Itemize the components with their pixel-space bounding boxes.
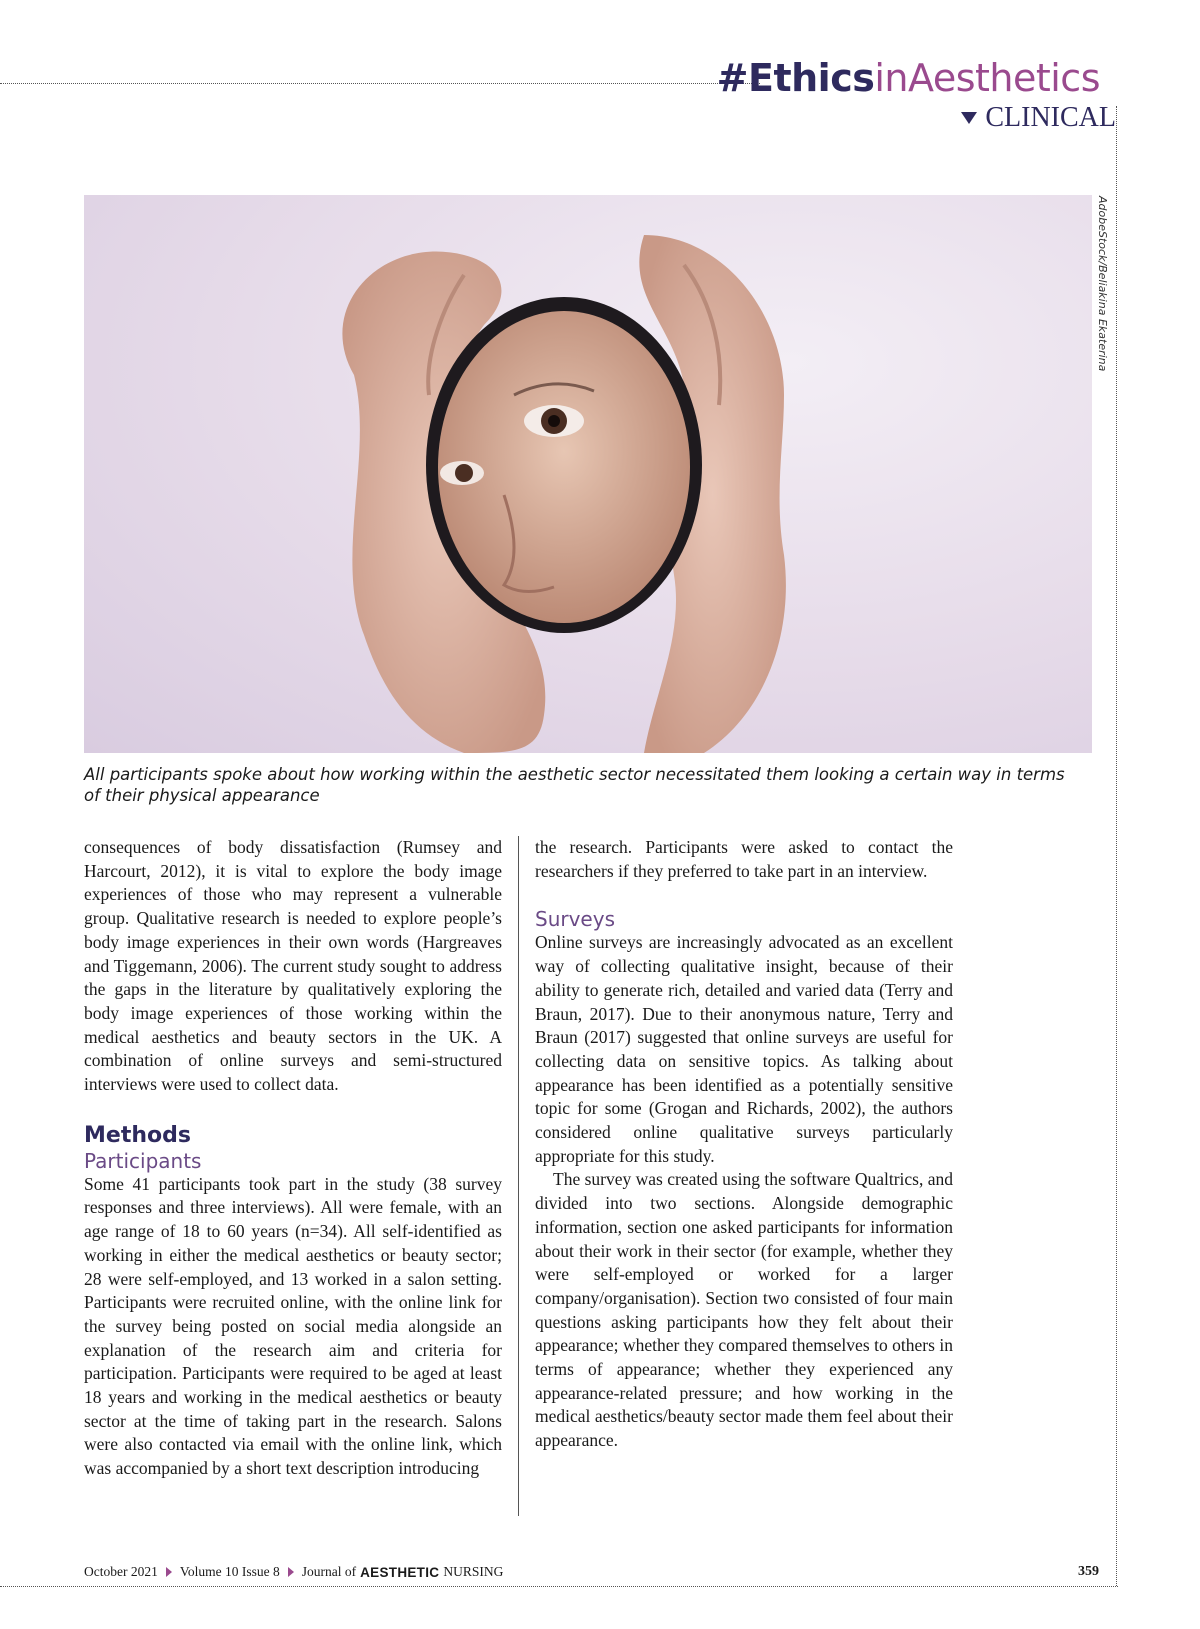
heading-methods: Methods	[84, 1122, 191, 1148]
footer-volume: Volume 10 Issue 8	[179, 1564, 280, 1579]
section-label-text: CLINICAL	[985, 102, 1116, 133]
brand-title	[717, 56, 1100, 100]
triangle-right-icon	[288, 1567, 294, 1577]
footer-journal-bold: AESTHETIC	[360, 1564, 440, 1580]
heading-participants: Participants	[84, 1148, 202, 1173]
surveys-paragraph-1: Online surveys are increasingly advocated as an excellent way of collecting qualitative insight, because of their ability to generate rich, detailed and varied data (Terry and Braun, 2017). Due to their anonymous nature, Terry and Braun (2017) suggested that online surveys are useful for collecting data on sensitive topics. As talking about appearance has been identified as a potentially sensitive topic for some (Grogan and Richards, 2002), the authors considered online qualitative surveys particularly appropriate for this study.	[535, 932, 953, 1166]
page-footer	[84, 1564, 503, 1580]
intro-paragraph: consequences of body dissatisfaction (Rumsey and Harcourt, 2012), it is vital to explore the body image experiences of those who may represent a vulnerable group. Qualitative research is needed to explore people’s body image experiences in their own words (Hargreaves and Tiggemann, 2006). The current study sought to address the gaps in the literature by qualitatively exploring the body image experiences of those working within the medical aesthetics and beauty sectors in the UK. A combination of online surveys and semi-structured interviews were used to collect data.	[84, 837, 502, 1095]
column-divider	[518, 836, 519, 1516]
triangle-down-icon	[961, 112, 977, 124]
participants-paragraph: Some 41 participants took part in the study (38 survey responses and three interviews). All were female, with an age range of 18 to 60 years (n=34). All self-identified as working in either the medical aesthetics or beauty sector; 28 were self-employed, and 13 worked in a salon setting. Participants were recruited online, with the online link for the survey being posted on social media alongside an explanation of the research aim and criteria for participation. Participants were required to be aged at least 18 years and working in the medical aesthetics or beauty sector at the time of taking part in the research. Salons were also contacted via email with the online link, which was accompanied by a short text description introducing	[84, 1173, 502, 1479]
photo-credit: AdobeStock/Beliakina Ekaterina	[1096, 196, 1109, 372]
brand-title-part1: #Ethics	[716, 56, 875, 100]
surveys-paragraph-2: The survey was created using the software Qualtrics, and divided into two sections. Alongside demographic information, section one asked participants for information about their work in their sector (for example, whether they were self-employed or worked for a larger company/organisation). Section two consisted of four main questions asking participants how they felt about their appearance; whether they compared themselves to others in terms of appearance; whether they experienced any appearance-related pressure; and how working in the medical aesthetics/beauty sector made them feel about their appearance.	[535, 1169, 953, 1451]
continued-paragraph: the research. Participants were asked to contact the researchers if they preferred to take part in an interview.	[535, 837, 953, 881]
hero-photo	[84, 195, 1092, 753]
left-column	[84, 836, 502, 1481]
footer-date: October 2021	[84, 1564, 158, 1579]
brand-title-part2: inAesthetics	[874, 56, 1100, 100]
footer-journal-prefix: Journal of	[301, 1564, 357, 1579]
right-column	[535, 836, 953, 1453]
right-dotted-rule	[1116, 106, 1117, 1586]
figure-caption: All participants spoke about how working within the aesthetic sector necessitated them looking a certain way in terms of their physical appearance	[84, 765, 1065, 805]
top-dotted-rule	[0, 83, 760, 84]
page-number: 359	[1078, 1564, 1099, 1579]
heading-surveys: Surveys	[535, 907, 615, 932]
triangle-right-icon	[166, 1567, 172, 1577]
section-label	[961, 102, 1116, 134]
footer-journal-suffix: NURSING	[443, 1564, 504, 1579]
mirror-hands-illustration	[84, 195, 1092, 753]
bottom-dotted-rule	[0, 1586, 1118, 1587]
